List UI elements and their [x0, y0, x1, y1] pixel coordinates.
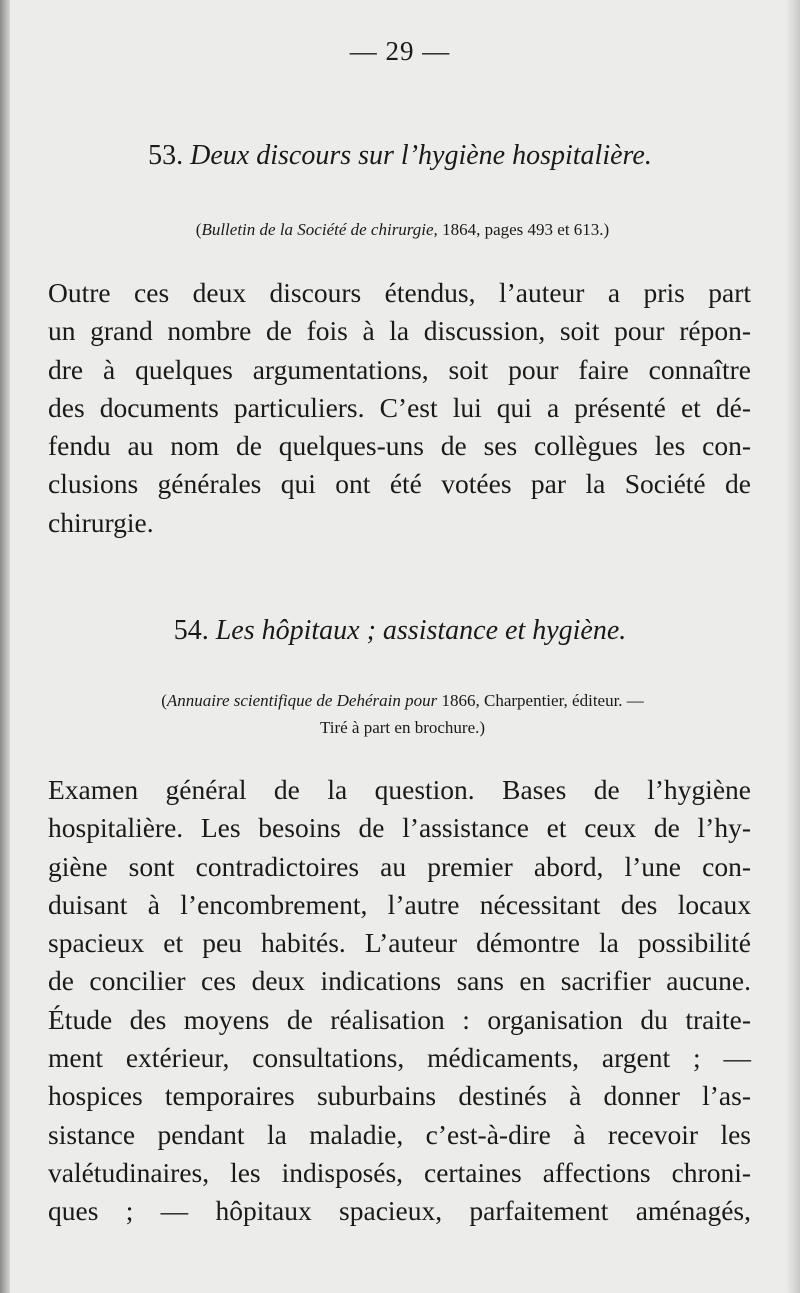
paragraph-line: Étude des moyens de réalisation : organisation du traite-	[48, 1003, 751, 1035]
entry-53-source-open: (	[195, 220, 202, 239]
entry-53-source-italic: Bulletin de la Société de chirurgie,	[201, 220, 438, 239]
entry-53-number: 53.	[148, 140, 184, 171]
entry-53-title: Deux discours sur l’hygiène hospitalière.	[190, 140, 652, 171]
entry-54-source-line2: Tiré à part en brochure.)	[319, 718, 486, 737]
paragraph-line: valétudinaires, les indisposés, certaines affections chroni-	[48, 1156, 751, 1188]
entry-53-heading	[0, 140, 800, 172]
entry-54-source-italic: Annuaire scientifique de Dehérain pour	[166, 691, 438, 710]
entry-53-source	[60, 216, 745, 243]
paragraph-line: spacieux et peu habités. L’auteur démontre la possibilité	[48, 927, 751, 959]
entry-54-title: Les hôpitaux ; assistance et hygiène.	[215, 615, 627, 646]
paragraph-line: de concilier ces deux indications sans en sacrifier aucune.	[48, 965, 751, 997]
paragraph-line: Examen général de la question. Bases de l’hygiène	[48, 774, 751, 805]
paragraph-line: hospices temporaires suburbains destinés à donner l’as-	[48, 1080, 751, 1112]
entry-54-heading	[0, 615, 800, 647]
entry-54-paragraph	[48, 771, 751, 1231]
page-number: — 29 —	[349, 36, 451, 66]
paragraph-line: des documents particuliers. C’est lui qui a présenté et dé-	[48, 391, 751, 423]
paragraph-line: hospitalière. Les besoins de l’assistance et ceux de l’hy-	[48, 812, 751, 844]
paragraph-line: sistance pendant la maladie, c’est-à-dire à recevoir les	[48, 1118, 751, 1150]
entry-54-source-open: (	[161, 691, 167, 710]
entry-53-source-plain: 1864, pages 493 et 613.)	[442, 220, 610, 239]
paragraph-line: duisant à l’encombrement, l’autre nécessitant des locaux	[48, 888, 751, 920]
paragraph-line: clusions générales qui ont été votées par la Société de	[48, 468, 751, 500]
paragraph-line: dre à quelques argumentations, soit pour faire connaître	[48, 353, 751, 385]
paragraph-line: ques ; — hôpitaux spacieux, parfaitement aménagés,	[48, 1195, 751, 1227]
paragraph-line: giène sont contradictoires au premier abord, l’une con-	[48, 850, 751, 882]
entry-53-paragraph	[48, 274, 751, 542]
entry-54-source	[60, 687, 745, 741]
paragraph-line: fendu au nom de quelques-uns de ses collègues les con-	[48, 430, 751, 462]
entry-54-number: 54.	[173, 615, 209, 646]
paragraph-line: ment extérieur, consultations, médicaments, argent ; —	[48, 1042, 751, 1074]
paragraph-line: un grand nombre de fois à la discussion, soit pour répon-	[48, 315, 751, 347]
paragraph-line: Outre ces deux discours étendus, l’auteur a pris part	[48, 277, 751, 308]
entry-54-source-plain: 1866, Charpentier, éditeur. —	[441, 691, 644, 710]
paragraph-line: chirurgie.	[48, 506, 154, 538]
